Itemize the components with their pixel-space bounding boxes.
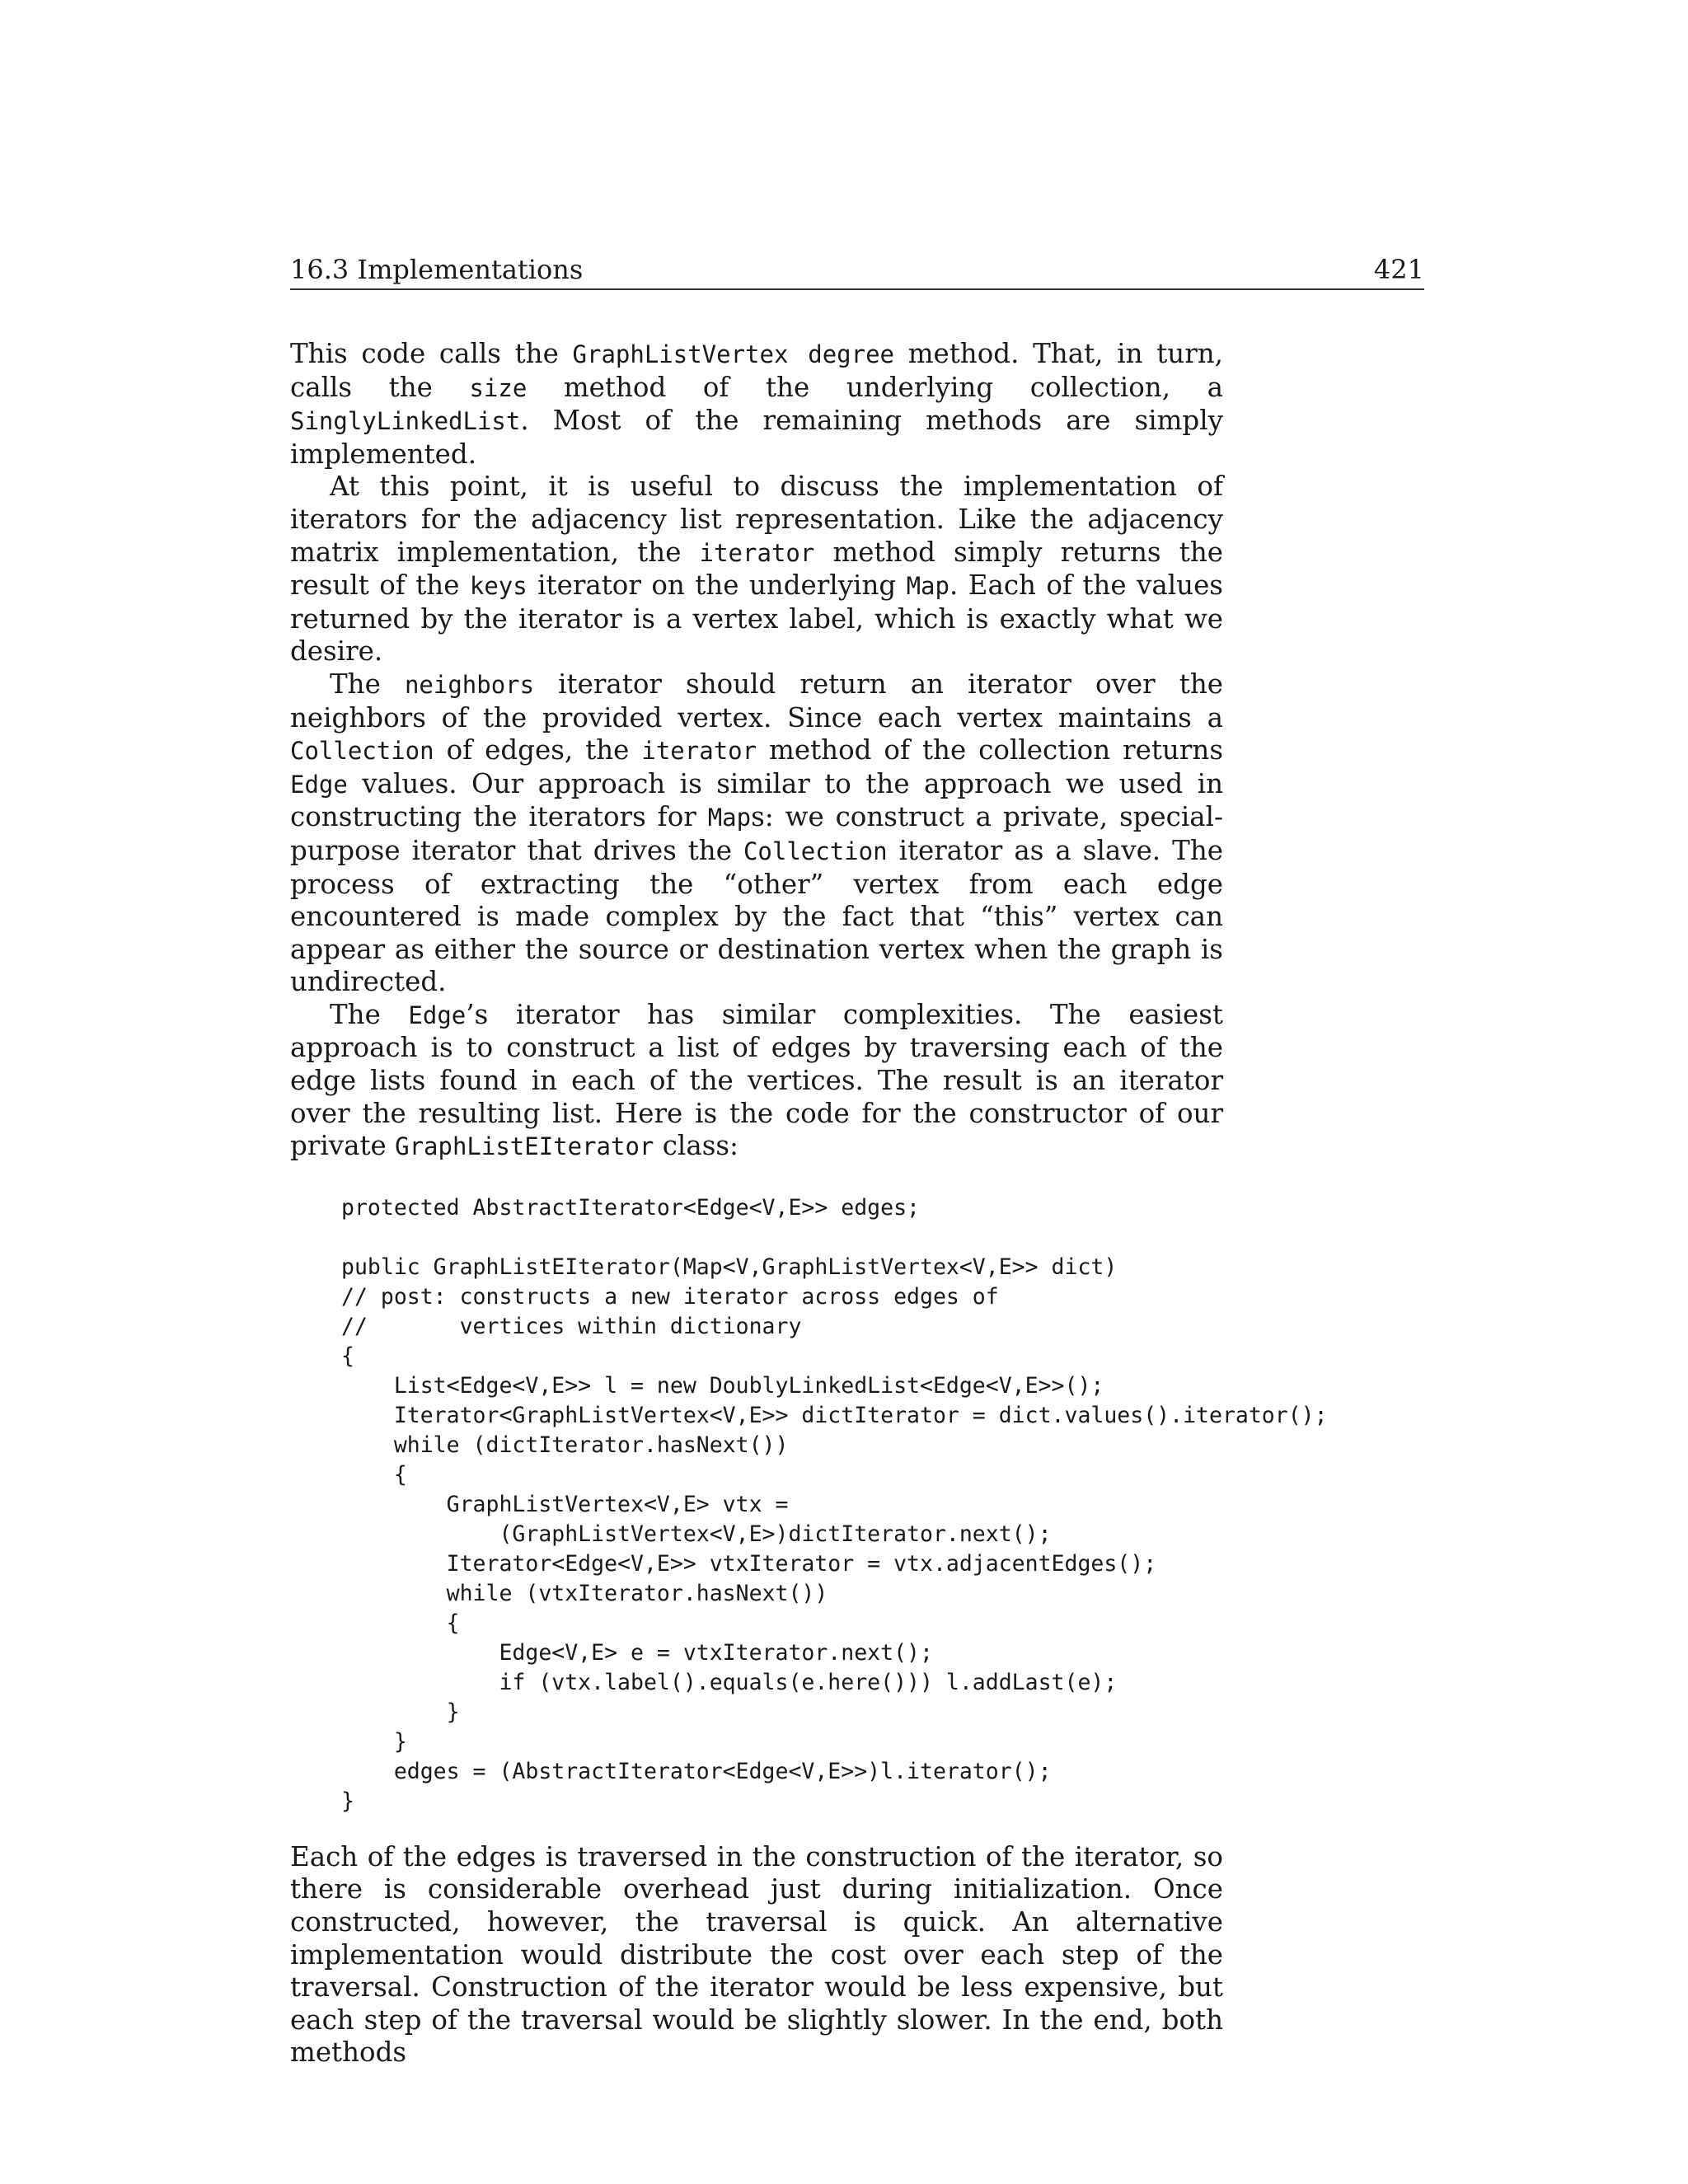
text-run: . Each of the values returned by the iterator is a vertex label, which is exactly what we desire.	[290, 569, 1223, 668]
code-line: edges = (AbstractIterator<Edge<V,E>>)l.iterator();	[341, 1758, 1052, 1784]
code-line: (GraphListVertex<V,E>)dictIterator.next();	[341, 1521, 1052, 1547]
section-title: 16.3 Implementations	[290, 254, 584, 285]
code-line: Iterator<Edge<V,E>> vtxIterator = vtx.adjacentEdges();	[341, 1550, 1157, 1577]
closing-paragraph: Each of the edges is traversed in the construction of the iterator, so there is considerable overhead just during initialization. Once constructed, however, the traversal is quick. An alternative implementation would distribute the cost over each step of the traversal. Construction of the iterator would be less expensive, but each step of the traversal would be slightly slower. In the end, both methods	[290, 1840, 1223, 2069]
code-line: while (dictIterator.hasNext())	[341, 1432, 789, 1458]
inline-code: Edge	[408, 1001, 467, 1029]
inline-code: size	[469, 373, 528, 402]
paragraph	[290, 471, 1223, 668]
text-run: This code calls the	[290, 338, 573, 369]
code-line: Edge<V,E> e = vtxIterator.next();	[341, 1639, 933, 1666]
page	[290, 247, 1424, 2069]
inline-code: iterator	[699, 538, 815, 567]
code-line: protected AbstractIterator<Edge<V,E>> edges;	[341, 1194, 920, 1221]
inline-code: Collection	[743, 837, 888, 865]
page-number: 421	[1373, 254, 1424, 285]
code-line: }	[341, 1788, 354, 1814]
paragraph	[290, 999, 1223, 1164]
inline-code: Collection	[290, 737, 434, 766]
code-line: GraphListVertex<V,E> vtx =	[341, 1491, 789, 1517]
text-run: method. That, in turn, calls the	[290, 338, 1223, 403]
code-line: public GraphListEIterator(Map<V,GraphListVertex<V,E>> dict)	[341, 1254, 1118, 1280]
text-run: . Most of the remaining methods are simply implemented.	[290, 405, 1223, 470]
code-line: }	[341, 1699, 460, 1725]
text-run: iterator on the underlying	[527, 569, 907, 602]
code-line: if (vtx.label().equals(e.here())) l.addLast(e);	[341, 1669, 1118, 1695]
text-run: The	[330, 668, 405, 700]
intro-paragraphs	[290, 338, 1223, 1164]
text-run: At this point, it is useful to discuss the implementation of iterators for the adjacency list representation. Like the adjacency matrix implementation, the	[290, 471, 1223, 568]
code-line: // post: constructs a new iterator across edges of	[341, 1283, 999, 1310]
code-line: {	[341, 1461, 407, 1488]
code-line: while (vtxIterator.hasNext())	[341, 1580, 828, 1606]
code-line: Iterator<GraphListVertex<V,E>> dictIterator = dict.values().iterator();	[341, 1402, 1328, 1428]
text-run: s: we construct a private, special-purpose iterator that drives the	[290, 801, 1224, 866]
text-run: iterator as a slave. The process of extracting the “other” vertex from each edge encountered is made complex by the fact that “this” vertex can appear as either the source or destination vertex when the graph is undirected.	[290, 834, 1223, 998]
inline-code: GraphListVertex degree	[572, 340, 894, 368]
text-run: ’s iterator has similar complexities. The easiest approach is to construct a list of edges by traversing each of the edge lists found in each of the vertices. The result is an iterator over the resulting list. Here is the code for the constructor of our private	[290, 998, 1223, 1162]
text-run: class:	[654, 1130, 739, 1162]
inline-code: keys	[469, 572, 528, 601]
text-run: The	[330, 998, 409, 1030]
text-run: iterator should return an iterator over the neighbors of the provided vertex. Since each vertex maintains a	[290, 668, 1223, 733]
inline-code: GraphListEIterator	[395, 1132, 654, 1161]
text-run: values. Our approach is similar to the approach we used in constructing the iterators for	[290, 767, 1223, 833]
running-header	[290, 247, 1424, 290]
code-line	[341, 1223, 1223, 1253]
paragraph	[290, 338, 1223, 471]
code-line: {	[341, 1343, 354, 1369]
code-listing	[341, 1193, 1328, 1816]
text-run: method simply returns the result of the	[290, 536, 1223, 602]
inline-code: iterator	[641, 737, 757, 766]
code-line: {	[341, 1610, 460, 1636]
code-line: List<Edge<V,E>> l = new DoublyLinkedList<Edge<V,E>>();	[341, 1372, 1104, 1399]
body-text	[290, 338, 1328, 2069]
paragraph	[290, 668, 1223, 999]
inline-code: SinglyLinkedList	[290, 407, 521, 436]
text-run: method of the underlying collection, a	[527, 371, 1223, 403]
inline-code: Map	[707, 804, 752, 832]
inline-code: Map	[906, 572, 950, 601]
text-run: of edges, the	[434, 734, 642, 766]
inline-code: Edge	[290, 770, 348, 799]
inline-code: neighbors	[404, 670, 535, 699]
code-line: }	[341, 1728, 407, 1755]
code-line: // vertices within dictionary	[341, 1313, 802, 1339]
text-run: method of the collection returns	[757, 734, 1223, 766]
